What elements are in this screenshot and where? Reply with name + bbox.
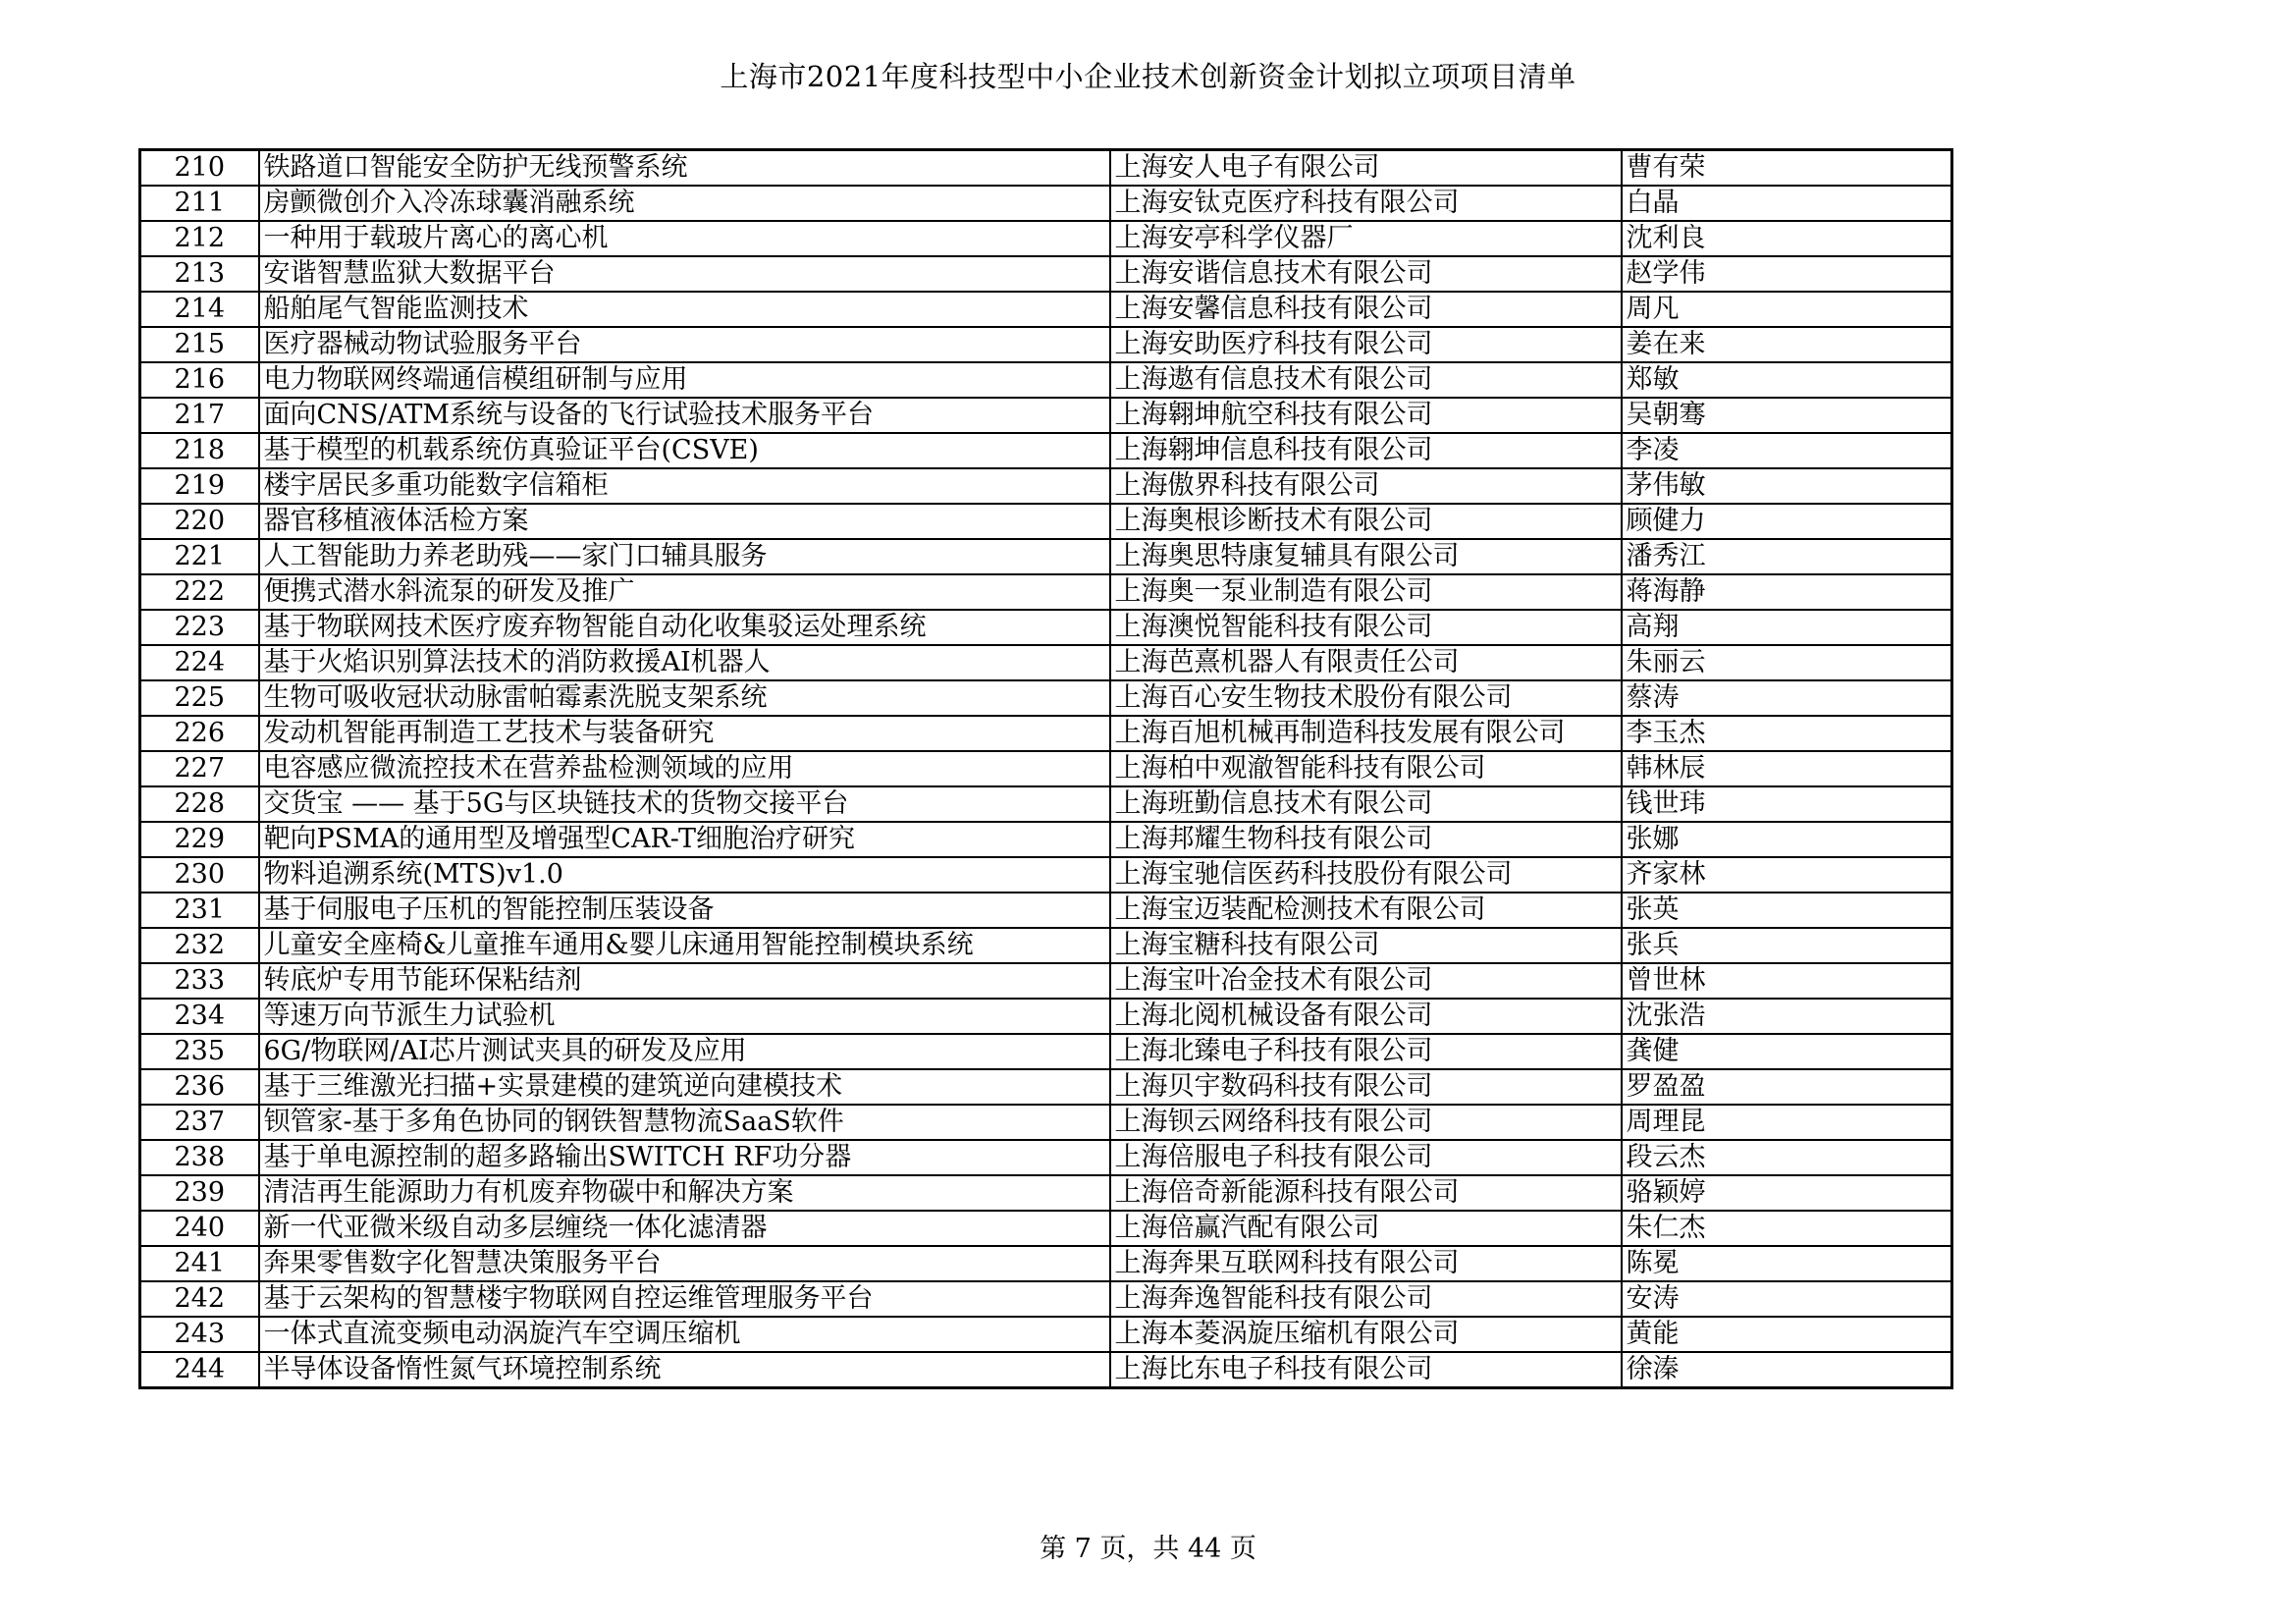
person-in-charge: 蒋海静 — [1622, 574, 1952, 610]
project-name: 物料追溯系统(MTS)v1.0 — [259, 857, 1110, 893]
project-name: 6G/物联网/AI芯片测试夹具的研发及应用 — [259, 1034, 1110, 1069]
company-name: 上海奥一泵业制造有限公司 — [1110, 574, 1622, 610]
project-name: 船舶尾气智能监测技术 — [259, 292, 1110, 327]
row-number: 238 — [140, 1140, 259, 1175]
company-name: 上海芭熹机器人有限责任公司 — [1110, 645, 1622, 680]
row-number: 231 — [140, 893, 259, 928]
project-name: 钡管家-基于多角色协同的钢铁智慧物流SaaS软件 — [259, 1105, 1110, 1140]
project-name: 基于云架构的智慧楼宇物联网自控运维管理服务平台 — [259, 1281, 1110, 1317]
project-name: 医疗器械动物试验服务平台 — [259, 327, 1110, 362]
row-number: 218 — [140, 433, 259, 468]
table-row — [140, 362, 1952, 398]
company-name: 上海遨有信息技术有限公司 — [1110, 362, 1622, 398]
person-in-charge: 罗盈盈 — [1622, 1069, 1952, 1105]
project-name: 转底炉专用节能环保粘结剂 — [259, 963, 1110, 999]
table-row — [140, 539, 1952, 574]
person-in-charge: 段云杰 — [1622, 1140, 1952, 1175]
company-name: 上海安钛克医疗科技有限公司 — [1110, 186, 1622, 221]
person-in-charge: 高翔 — [1622, 610, 1952, 645]
person-in-charge: 李玉杰 — [1622, 716, 1952, 751]
person-in-charge: 沈利良 — [1622, 221, 1952, 256]
company-name: 上海倍奇新能源科技有限公司 — [1110, 1175, 1622, 1211]
project-name: 基于伺服电子压机的智能控制压装设备 — [259, 893, 1110, 928]
person-in-charge: 顾健力 — [1622, 504, 1952, 539]
table-row — [140, 680, 1952, 716]
person-in-charge: 周凡 — [1622, 292, 1952, 327]
person-in-charge: 姜在来 — [1622, 327, 1952, 362]
row-number: 239 — [140, 1175, 259, 1211]
person-in-charge: 朱丽云 — [1622, 645, 1952, 680]
person-in-charge: 潘秀江 — [1622, 539, 1952, 574]
person-in-charge: 钱世玮 — [1622, 786, 1952, 822]
row-number: 227 — [140, 751, 259, 786]
row-number: 230 — [140, 857, 259, 893]
row-number: 236 — [140, 1069, 259, 1105]
row-number: 243 — [140, 1317, 259, 1352]
table-row — [140, 468, 1952, 504]
project-name: 房颤微创介入冷冻球囊消融系统 — [259, 186, 1110, 221]
project-list-table — [138, 148, 1953, 1389]
row-number: 219 — [140, 468, 259, 504]
person-in-charge: 黄能 — [1622, 1317, 1952, 1352]
project-name: 发动机智能再制造工艺技术与装备研究 — [259, 716, 1110, 751]
person-in-charge: 曾世林 — [1622, 963, 1952, 999]
project-name: 便携式潜水斜流泵的研发及推广 — [259, 574, 1110, 610]
company-name: 上海百心安生物技术股份有限公司 — [1110, 680, 1622, 716]
table-row — [140, 751, 1952, 786]
row-number: 225 — [140, 680, 259, 716]
row-number: 216 — [140, 362, 259, 398]
table-row — [140, 1352, 1952, 1388]
row-number: 229 — [140, 822, 259, 857]
project-name: 基于火焰识别算法技术的消防救援AI机器人 — [259, 645, 1110, 680]
person-in-charge: 李凌 — [1622, 433, 1952, 468]
company-name: 上海澳悦智能科技有限公司 — [1110, 610, 1622, 645]
company-name: 上海奥根诊断技术有限公司 — [1110, 504, 1622, 539]
company-name: 上海奔果互联网科技有限公司 — [1110, 1246, 1622, 1281]
person-in-charge: 韩林辰 — [1622, 751, 1952, 786]
project-name: 半导体设备惰性氮气环境控制系统 — [259, 1352, 1110, 1388]
table-row — [140, 786, 1952, 822]
person-in-charge: 张兵 — [1622, 928, 1952, 963]
table-row — [140, 256, 1952, 292]
row-number: 234 — [140, 999, 259, 1034]
person-in-charge: 陈冕 — [1622, 1246, 1952, 1281]
row-number: 228 — [140, 786, 259, 822]
person-in-charge: 蔡涛 — [1622, 680, 1952, 716]
company-name: 上海贝宇数码科技有限公司 — [1110, 1069, 1622, 1105]
row-number: 215 — [140, 327, 259, 362]
project-name: 基于物联网技术医疗废弃物智能自动化收集驳运处理系统 — [259, 610, 1110, 645]
table-row — [140, 928, 1952, 963]
project-name: 基于模型的机载系统仿真验证平台(CSVE) — [259, 433, 1110, 468]
table-row — [140, 398, 1952, 433]
table-row — [140, 1175, 1952, 1211]
table-row — [140, 327, 1952, 362]
row-number: 241 — [140, 1246, 259, 1281]
person-in-charge: 齐家林 — [1622, 857, 1952, 893]
project-name: 儿童安全座椅&儿童推车通用&婴儿床通用智能控制模块系统 — [259, 928, 1110, 963]
project-name: 等速万向节派生力试验机 — [259, 999, 1110, 1034]
project-name: 楼宇居民多重功能数字信箱柜 — [259, 468, 1110, 504]
row-number: 224 — [140, 645, 259, 680]
table-row — [140, 1317, 1952, 1352]
person-in-charge: 沈张浩 — [1622, 999, 1952, 1034]
row-number: 214 — [140, 292, 259, 327]
person-in-charge: 赵学伟 — [1622, 256, 1952, 292]
person-in-charge: 徐溱 — [1622, 1352, 1952, 1388]
row-number: 233 — [140, 963, 259, 999]
row-number: 211 — [140, 186, 259, 221]
row-number: 217 — [140, 398, 259, 433]
project-name: 交货宝 —— 基于5G与区块链技术的货物交接平台 — [259, 786, 1110, 822]
project-name: 奔果零售数字化智慧决策服务平台 — [259, 1246, 1110, 1281]
row-number: 244 — [140, 1352, 259, 1388]
page-title: 上海市2021年度科技型中小企业技术创新资金计划拟立项项目清单 — [720, 60, 1576, 93]
project-name: 一体式直流变频电动涡旋汽车空调压缩机 — [259, 1317, 1110, 1352]
row-number: 237 — [140, 1105, 259, 1140]
project-list-body — [140, 150, 1952, 1388]
company-name: 上海百旭机械再制造科技发展有限公司 — [1110, 716, 1622, 751]
row-number: 242 — [140, 1281, 259, 1317]
company-name: 上海柏中观澈智能科技有限公司 — [1110, 751, 1622, 786]
table-row — [140, 574, 1952, 610]
row-number: 220 — [140, 504, 259, 539]
table-row — [140, 504, 1952, 539]
person-in-charge: 张娜 — [1622, 822, 1952, 857]
company-name: 上海邦耀生物科技有限公司 — [1110, 822, 1622, 857]
project-name: 人工智能助力养老助残——家门口辅具服务 — [259, 539, 1110, 574]
person-in-charge: 周理昆 — [1622, 1105, 1952, 1140]
table-row — [140, 1246, 1952, 1281]
table-row — [140, 1211, 1952, 1246]
table-row — [140, 221, 1952, 256]
person-in-charge: 吴朝骞 — [1622, 398, 1952, 433]
row-number: 210 — [140, 150, 259, 187]
project-name: 基于单电源控制的超多路输出SWITCH RF功分器 — [259, 1140, 1110, 1175]
company-name: 上海班勤信息技术有限公司 — [1110, 786, 1622, 822]
project-name: 基于三维激光扫描+实景建模的建筑逆向建模技术 — [259, 1069, 1110, 1105]
company-name: 上海宝叶冶金技术有限公司 — [1110, 963, 1622, 999]
table-row — [140, 1105, 1952, 1140]
person-in-charge: 安涛 — [1622, 1281, 1952, 1317]
table-row — [140, 150, 1952, 187]
company-name: 上海宝驰信医药科技股份有限公司 — [1110, 857, 1622, 893]
project-name: 铁路道口智能安全防护无线预警系统 — [259, 150, 1110, 187]
project-name: 生物可吸收冠状动脉雷帕霉素洗脱支架系统 — [259, 680, 1110, 716]
company-name: 上海比东电子科技有限公司 — [1110, 1352, 1622, 1388]
table-row — [140, 999, 1952, 1034]
company-name: 上海宝迈装配检测技术有限公司 — [1110, 893, 1622, 928]
table-row — [140, 186, 1952, 221]
project-name: 靶向PSMA的通用型及增强型CAR-T细胞治疗研究 — [259, 822, 1110, 857]
table-row — [140, 857, 1952, 893]
person-in-charge: 朱仁杰 — [1622, 1211, 1952, 1246]
table-row — [140, 822, 1952, 857]
row-number: 240 — [140, 1211, 259, 1246]
company-name: 上海北臻电子科技有限公司 — [1110, 1034, 1622, 1069]
company-name: 上海本菱涡旋压缩机有限公司 — [1110, 1317, 1622, 1352]
row-number: 221 — [140, 539, 259, 574]
company-name: 上海安亭科学仪器厂 — [1110, 221, 1622, 256]
row-number: 223 — [140, 610, 259, 645]
person-in-charge: 骆颖婷 — [1622, 1175, 1952, 1211]
table-row — [140, 1069, 1952, 1105]
row-number: 213 — [140, 256, 259, 292]
project-name: 器官移植液体活检方案 — [259, 504, 1110, 539]
person-in-charge: 茅伟敏 — [1622, 468, 1952, 504]
table-row — [140, 645, 1952, 680]
project-name: 清洁再生能源助力有机废弃物碳中和解决方案 — [259, 1175, 1110, 1211]
company-name: 上海安助医疗科技有限公司 — [1110, 327, 1622, 362]
table-row — [140, 893, 1952, 928]
project-name: 新一代亚微米级自动多层缠绕一体化滤清器 — [259, 1211, 1110, 1246]
company-name: 上海钡云网络科技有限公司 — [1110, 1105, 1622, 1140]
table-row — [140, 292, 1952, 327]
project-name: 电容感应微流控技术在营养盐检测领域的应用 — [259, 751, 1110, 786]
company-name: 上海宝糖科技有限公司 — [1110, 928, 1622, 963]
row-number: 226 — [140, 716, 259, 751]
company-name: 上海奔逸智能科技有限公司 — [1110, 1281, 1622, 1317]
company-name: 上海翱坤航空科技有限公司 — [1110, 398, 1622, 433]
row-number: 222 — [140, 574, 259, 610]
project-name: 面向CNS/ATM系统与设备的飞行试验技术服务平台 — [259, 398, 1110, 433]
person-in-charge: 张英 — [1622, 893, 1952, 928]
company-name: 上海北阅机械设备有限公司 — [1110, 999, 1622, 1034]
person-in-charge: 龚健 — [1622, 1034, 1952, 1069]
table-row — [140, 433, 1952, 468]
table-row — [140, 716, 1952, 751]
company-name: 上海安谐信息技术有限公司 — [1110, 256, 1622, 292]
row-number: 232 — [140, 928, 259, 963]
company-name: 上海倍服电子科技有限公司 — [1110, 1140, 1622, 1175]
page-footer: 第 7 页，共 44 页 — [1040, 1534, 1256, 1564]
project-name: 一种用于载玻片离心的离心机 — [259, 221, 1110, 256]
project-name: 电力物联网终端通信模组研制与应用 — [259, 362, 1110, 398]
company-name: 上海安馨信息科技有限公司 — [1110, 292, 1622, 327]
table-row — [140, 963, 1952, 999]
company-name: 上海奥思特康复辅具有限公司 — [1110, 539, 1622, 574]
company-name: 上海翱坤信息科技有限公司 — [1110, 433, 1622, 468]
table-row — [140, 1281, 1952, 1317]
table-row — [140, 1140, 1952, 1175]
person-in-charge: 曹有荣 — [1622, 150, 1952, 187]
table-row — [140, 610, 1952, 645]
row-number: 212 — [140, 221, 259, 256]
person-in-charge: 白晶 — [1622, 186, 1952, 221]
project-name: 安谐智慧监狱大数据平台 — [259, 256, 1110, 292]
company-name: 上海安人电子有限公司 — [1110, 150, 1622, 187]
row-number: 235 — [140, 1034, 259, 1069]
person-in-charge: 郑敏 — [1622, 362, 1952, 398]
table-row — [140, 1034, 1952, 1069]
company-name: 上海倍赢汽配有限公司 — [1110, 1211, 1622, 1246]
company-name: 上海傲界科技有限公司 — [1110, 468, 1622, 504]
